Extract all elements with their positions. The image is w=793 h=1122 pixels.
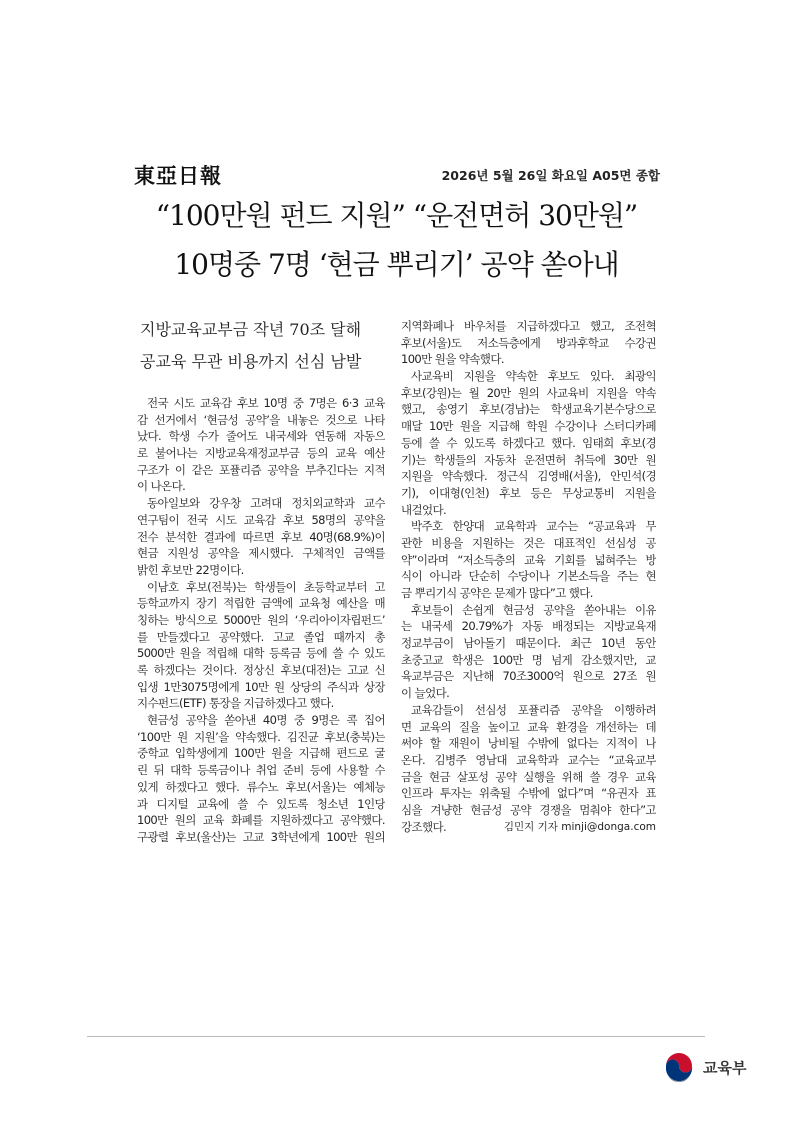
article-line: 전수 분석한 결과에 따르면 후보 40명(68.9%)이 — [137, 529, 385, 544]
headline-line-2: 10명중 7명 ‘현금 뿌리기’ 공약 쏟아내 — [174, 248, 619, 281]
article-line: 동아일보와 강우창 고려대 정치외교학과 교수 — [147, 496, 385, 511]
article-line: 후보(강원)는 월 20만 원의 사교육비 지원을 약속 — [401, 385, 656, 400]
article-column-right — [401, 318, 656, 835]
article-line: 입생 1만3075명에게 10만 원 상당의 주식과 상장 — [137, 679, 385, 694]
article-line: 정교부금이 남아돌기 때문이다. 최근 10년 동안 — [401, 636, 656, 651]
article-line: 있게 하겠다고 했다. 류수노 후보(서울)는 예체능 — [137, 779, 385, 794]
article-line: 연구팀이 전국 시도 교육감 후보 58명의 공약을 — [137, 512, 385, 527]
article-line: 5000만 원을 적립해 대학 등록금 등에 쓸 수 있도 — [137, 646, 385, 661]
article-line: 박주호 한양대 교육학과 교수는 “공교육과 무 — [411, 519, 656, 534]
article-line: 기), 이대형(인천) 후보 등은 무상교통비 지원을 — [401, 485, 656, 500]
masthead — [134, 160, 660, 190]
article-line: 후보(서울)도 저소득층에게 방과후학교 수강권 — [401, 335, 656, 350]
article-line: 면 교육의 질을 높이고 교육 환경을 개선하는 데 — [401, 719, 656, 734]
article-line: ‘100만 원 지원’을 약속했다. 김진균 후보(충북)는 — [137, 729, 385, 744]
article-line: 식이 아니라 단순히 수당이나 기본소득을 주는 현 — [401, 569, 656, 584]
article-line: 는 내국세 20.79%가 자동 배정되는 지방교육재 — [401, 619, 656, 634]
footer-divider — [87, 1036, 705, 1037]
article-line: 를 만들겠다고 공약했다. 고교 졸업 때까지 총 — [137, 629, 385, 644]
article-line: 이 나온다. — [137, 479, 186, 494]
article-line: 린 뒤 대학 등록금이나 취업 준비 등에 사용할 수 — [137, 763, 385, 778]
article-line: 매달 10만 원을 지급해 학원 수강이나 스터디카페 — [401, 419, 656, 434]
article-line: 등에 쓸 수 있도록 하겠다고 했다. 임태희 후보(경 — [401, 435, 656, 450]
article-line: 로 불어나는 지방교육재정교부금 등의 교육 예산 — [137, 446, 385, 461]
article-line: 기)는 학생들의 자동차 운전면허 취득에 30만 원 — [401, 452, 656, 467]
article-line: 이 늘었다. — [401, 686, 450, 701]
article-line: 현금 지원성 공약을 제시했다. 구체적인 금액를 — [137, 546, 385, 561]
article-line: 내걸었다. — [401, 502, 447, 517]
article-line: 육교부금은 지난해 70조3000억 원으로 27조 원 — [401, 669, 656, 684]
article-line: 구광렬 후보(울산)는 고교 3학년에게 100만 원의 — [137, 829, 385, 844]
article-line: 금 뿌리기식 공약은 문제가 많다”고 했다. — [401, 586, 593, 600]
article-line: 록 하겠다는 것이다. 정상신 후보(대전)는 고교 신 — [137, 663, 385, 677]
article-line: 현금성 공약을 쏟아낸 40명 중 9명은 콕 집어 — [147, 713, 385, 728]
article-line: 등학교까지 장기 적립한 금액에 교육청 예산을 매 — [137, 596, 385, 611]
closing-line — [401, 819, 656, 836]
article-line: 전국 시도 교육감 후보 10명 중 7명은 6·3 교육 — [147, 396, 385, 410]
article-line: 써야 할 재원이 낭비될 수밖에 없다는 지적이 나 — [401, 736, 656, 751]
article-line: 밝힌 후보만 22명이다. — [137, 562, 244, 577]
byline: 김민지 기자 minji@donga.com — [503, 820, 656, 833]
article-line: 심을 겨냥한 현금성 공약 경쟁을 멈춰야 한다”고 — [401, 802, 656, 817]
article-line: 났다. 학생 수가 줄어도 내국세와 연동해 자동으 — [137, 429, 385, 444]
headline-line-1: “100만원 펀드 지원” “운전면허 30만원” — [155, 199, 638, 232]
article-line: 인프라 투자는 위축될 수밖에 없다”며 “유권자 표 — [401, 786, 656, 801]
article-line: 약”이라며 “저소득층의 교육 기회를 넓혀주는 방 — [401, 552, 656, 567]
article-line: 칭하는 방식으로 5000만 원의 ‘우리아이자립펀드’ — [137, 612, 385, 627]
ministry-name: 교육부 — [703, 1059, 747, 1077]
article-line: 구조가 이 같은 포퓰리즘 공약을 부추긴다는 지적 — [137, 462, 385, 477]
article-line: 교육감들이 선심성 포퓰리즘 공약을 이행하려 — [411, 702, 656, 717]
article-line: 감 선거에서 ‘현금성 공약’을 내놓은 것으로 나타 — [137, 412, 385, 427]
dateline: 2026년 5월 26일 화요일 A05면 종합 — [441, 168, 660, 183]
closing-text: 강조했다. — [401, 819, 447, 834]
subheadline-line-1: 지방교육교부금 작년 70조 달해 — [140, 320, 362, 339]
article-line: 초중고교 학생은 100만 명 넘게 감소했지만, 교 — [401, 652, 656, 667]
taegeuk-emblem-icon — [661, 1050, 697, 1086]
article-line: 지역화폐나 바우처를 지급하겠다고 했고, 조전혁 — [401, 319, 656, 333]
article-line: 후보들이 손쉽게 현금성 공약을 쏟아내는 이유 — [411, 602, 656, 617]
article-line: 지원을 약속했다. 정근식 김영배(서울), 안민석(경 — [401, 469, 656, 484]
article-line: 온다. 김병주 영남대 교육학과 교수는 “교육교부 — [401, 752, 656, 767]
subheadline — [140, 314, 361, 378]
article-line: 지수펀드(ETF) 통장을 지급하겠다고 했다. — [137, 696, 334, 711]
article-column-left — [137, 395, 385, 846]
article-line: 중학교 입학생에게 100만 원을 지급해 편드로 굴 — [137, 746, 385, 761]
article-line: 과 디지털 교육에 쓸 수 있도록 청소년 1인당 — [137, 796, 385, 811]
subheadline-line-2: 공교육 무관 비용까지 선심 남발 — [140, 352, 362, 371]
article-line: 100만 원의 교육 화폐를 지원하겠다고 공약했다. — [137, 813, 385, 828]
article-line: 관한 비용을 지원하는 것은 대표적인 선심성 공 — [401, 535, 656, 550]
article-line: 사교육비 지원을 약속한 후보도 있다. 최광익 — [411, 369, 656, 384]
article-line: 금을 현금 살포성 공약 실행을 위해 쓸 경우 교육 — [401, 769, 656, 784]
article-line: 했고, 송영기 후보(경남)는 학생교육기본수당으로 — [401, 402, 656, 417]
article-line: 이남호 후보(전북)는 학생들이 초등학교부터 고 — [147, 579, 385, 594]
newspaper-logo: 東亞日報 — [134, 163, 222, 188]
article-line: 100만 원을 약속했다. — [401, 352, 504, 367]
